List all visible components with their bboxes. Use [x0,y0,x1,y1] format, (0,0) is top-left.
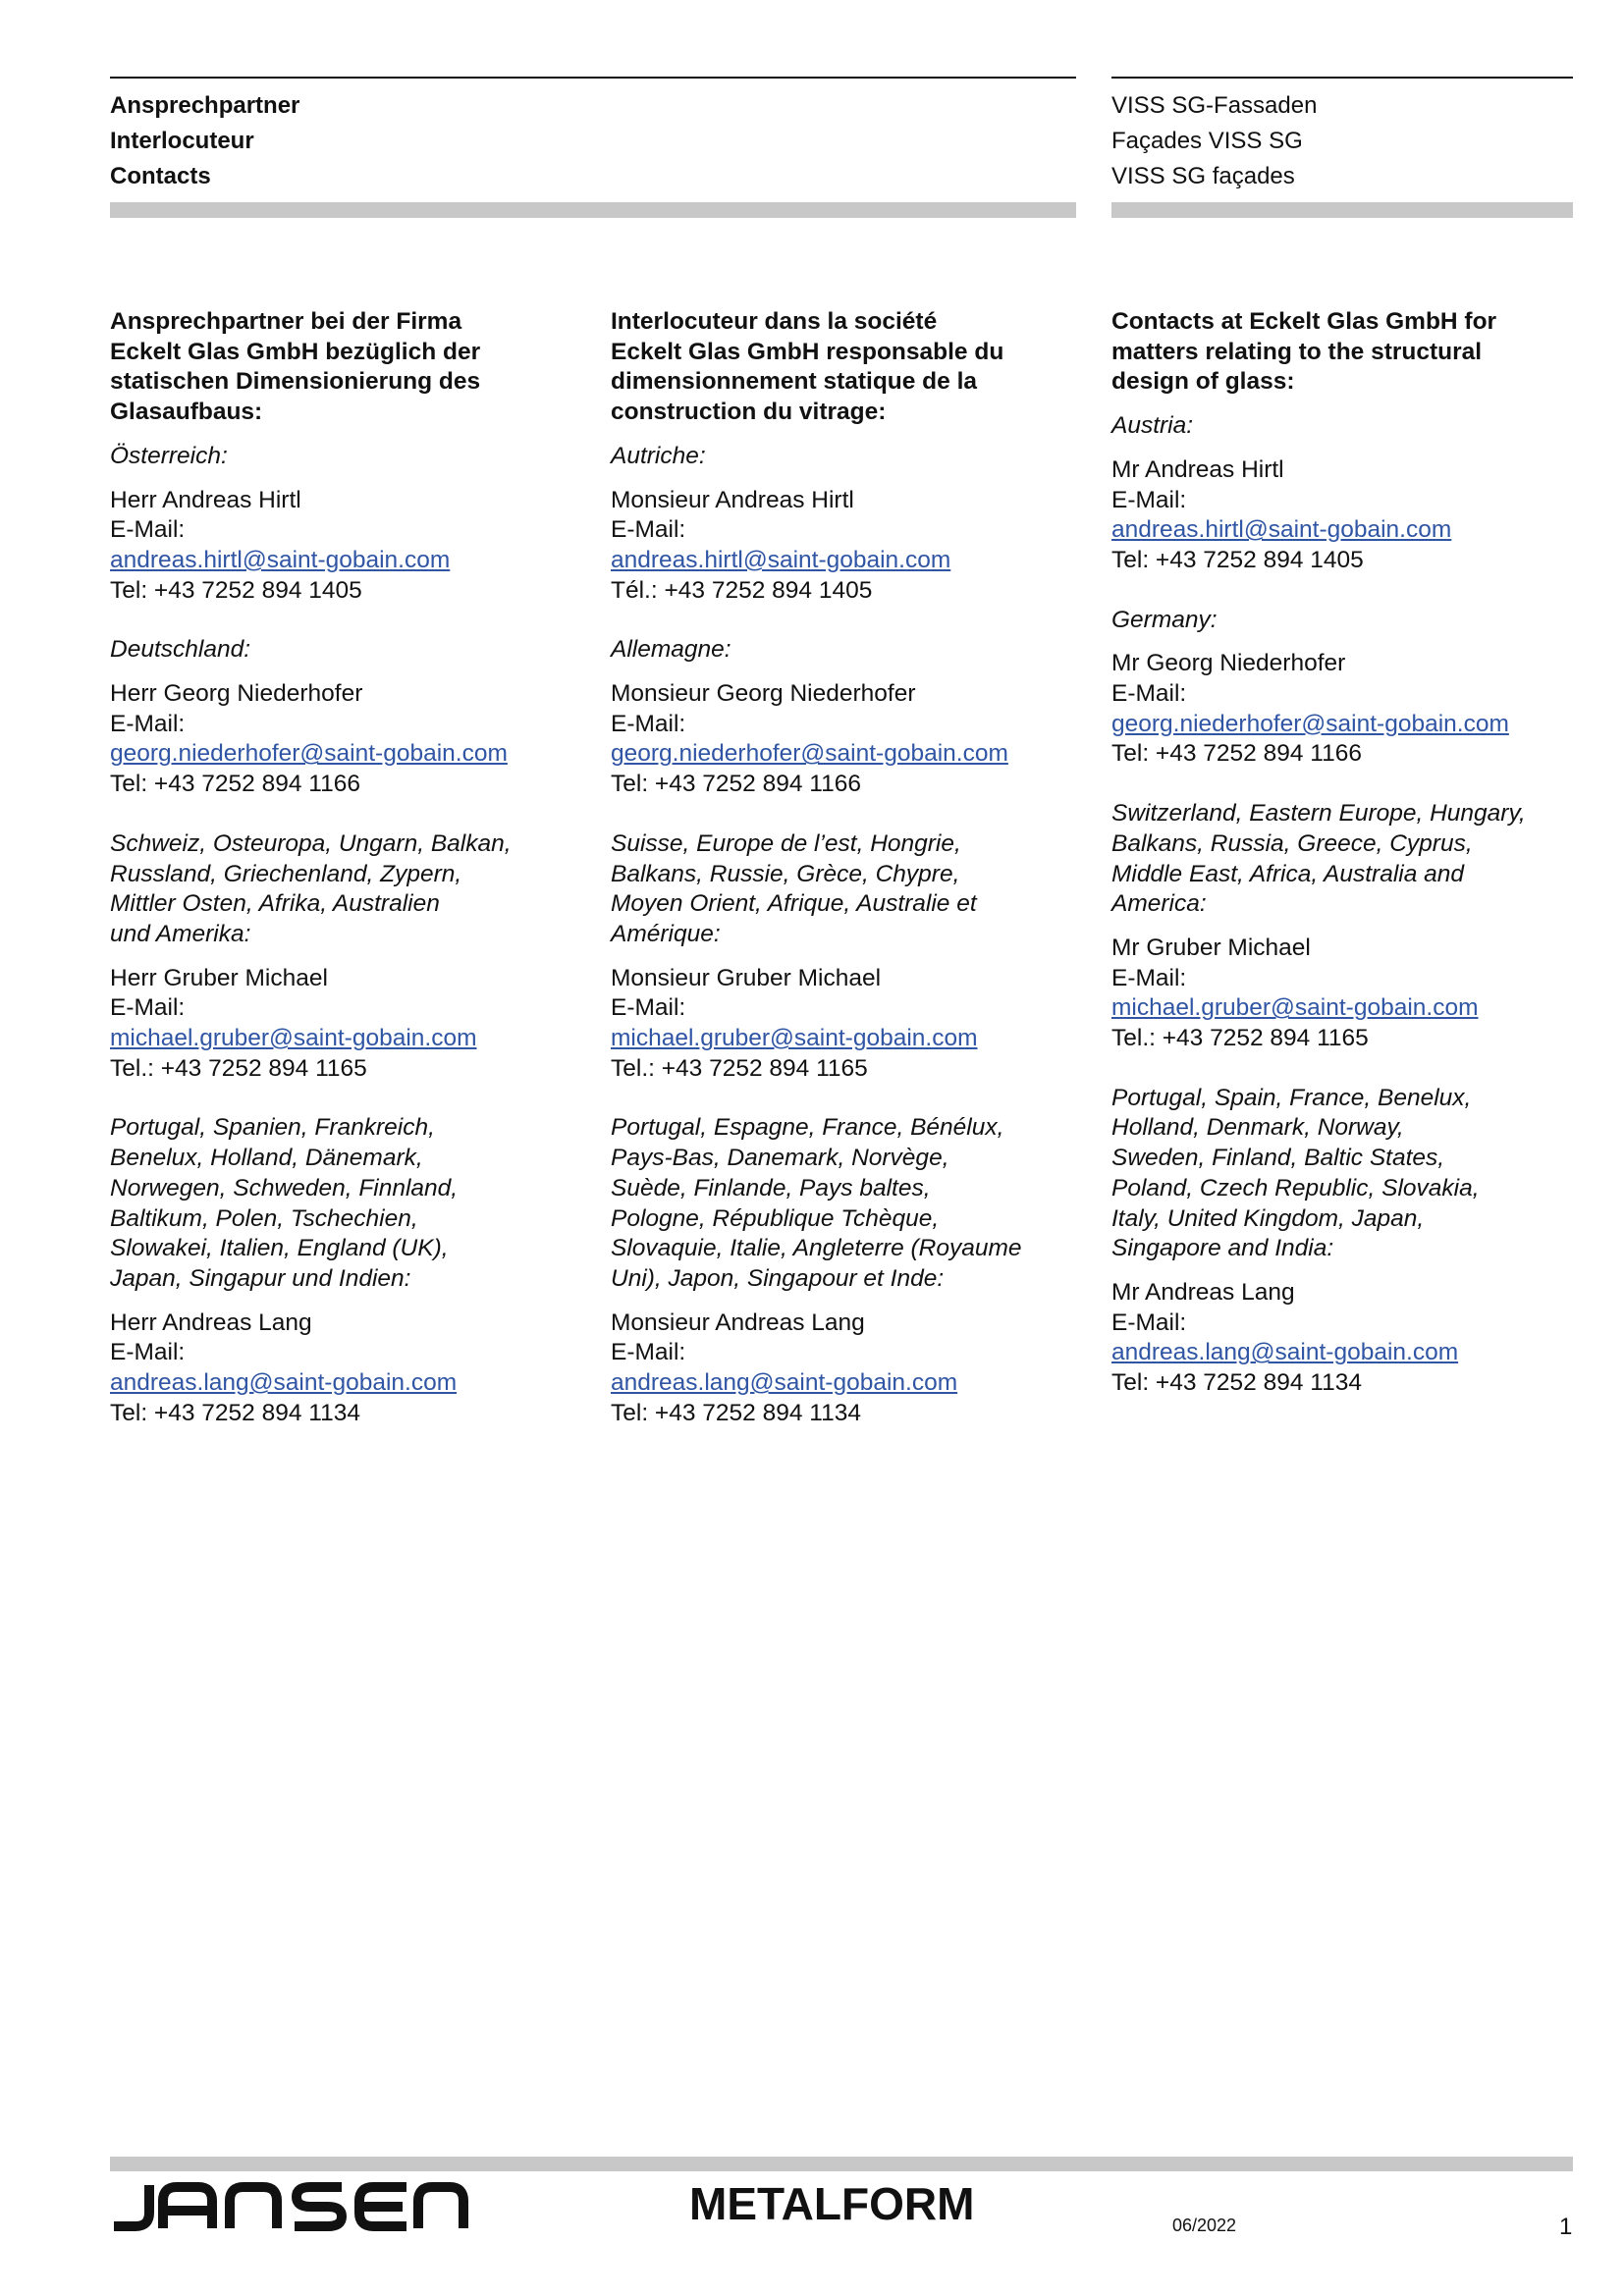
header-rule-right [1111,77,1573,79]
region-line: Portugal, Spanien, Frankreich, [110,1114,435,1142]
region-line: Norwegen, Schweden, Finnland, [110,1174,459,1201]
intro-line: matters relating to the structural [1111,338,1483,365]
contact-phone: Tel: +43 7252 894 1405 [110,576,362,604]
header-title-left [110,88,299,194]
region-heading [611,635,1072,666]
region-line: Suède, Finlande, Pays baltes, [611,1174,931,1201]
header-bar-right [1111,202,1573,218]
contact-name: Herr Andreas Lang [110,1308,312,1336]
email-link[interactable]: georg.niederhofer@saint-gobain.com [110,740,508,768]
contact-block [611,679,1072,800]
region-line: Portugal, Espagne, France, Bénélux, [611,1114,1004,1142]
contact-name: Herr Gruber Michael [110,964,328,991]
region-line: Amérique: [611,920,721,947]
intro-line: Eckelt Glas GmbH responsable du [611,338,1004,365]
region-line: Portugal, Spain, France, Benelux, [1111,1084,1472,1111]
region-heading [611,1113,1072,1294]
region-line: Germany: [1111,606,1218,633]
contact-name: Mr Gruber Michael [1111,934,1311,961]
contact-name: Mr Andreas Lang [1111,1278,1295,1306]
header-rule-left [110,77,1076,79]
region-line: Uni), Japon, Singapour et Inde: [611,1264,945,1292]
email-label: E-Mail: [611,1339,686,1366]
header-bar-left [110,202,1076,218]
region-line: Moyen Orient, Afrique, Australie et [611,890,977,918]
contact-phone: Tel.: +43 7252 894 1165 [110,1054,367,1082]
region-line: Balkans, Russie, Grèce, Chypre, [611,860,960,887]
email-link[interactable]: andreas.hirtl@saint-gobain.com [1111,516,1452,544]
email-label: E-Mail: [611,710,686,737]
contact-phone: Tel: +43 7252 894 1166 [110,771,360,798]
contact-block [611,486,1072,607]
region-heading [110,635,571,666]
region-heading [110,829,571,950]
email-link[interactable]: andreas.lang@saint-gobain.com [611,1369,958,1397]
intro-line: Eckelt Glas GmbH bezüglich der [110,338,481,365]
contact-phone: Tel: +43 7252 894 1134 [1111,1369,1362,1397]
contact-phone: Tel: +43 7252 894 1405 [1111,546,1364,573]
region-line: Allemagne: [611,636,731,664]
jansen-logo [110,2181,469,2232]
email-link[interactable]: michael.gruber@saint-gobain.com [1111,994,1479,1022]
region-heading [1111,606,1573,636]
header-title-right [1111,88,1317,194]
contact-name: Herr Andreas Hirtl [110,486,301,513]
contact-phone: Tél.: +43 7252 894 1405 [611,576,873,604]
contact-block [1111,455,1573,576]
region-heading [1111,1084,1573,1264]
column-english [1111,307,1573,1428]
intro-line: construction du vitrage: [611,399,887,426]
contact-block [1111,1278,1573,1399]
column-intro [110,307,571,428]
contact-name: Monsieur Gruber Michael [611,964,882,991]
column-german [110,307,571,1459]
region-line: Italy, United Kingdom, Japan, [1111,1204,1425,1232]
intro-line: Glasaufbaus: [110,399,263,426]
region-line: Balkans, Russia, Greece, Cyprus, [1111,829,1473,857]
email-link[interactable]: andreas.hirtl@saint-gobain.com [611,546,951,573]
header-title-line: Contacts [110,163,211,189]
region-line: Schweiz, Osteuropa, Ungarn, Balkan, [110,829,512,857]
footer-date: 06/2022 [1172,2216,1237,2235]
email-label: E-Mail: [110,516,186,544]
region-heading [611,442,1072,472]
region-line: Russland, Griechenland, Zypern, [110,860,462,887]
email-label: E-Mail: [110,994,186,1022]
header-product-line: VISS SG façades [1111,163,1295,189]
email-link[interactable]: andreas.lang@saint-gobain.com [110,1369,458,1397]
intro-line: Interlocuteur dans la société [611,308,938,335]
intro-line: Ansprechpartner bei der Firma [110,308,462,335]
column-french [611,307,1072,1459]
region-line: Singapore and India: [1111,1235,1334,1262]
metalform-logo: METALFORM [689,2178,975,2229]
email-label: E-Mail: [110,1339,186,1366]
region-line: Japan, Singapur und Indien: [110,1264,411,1292]
contact-phone: Tel: +43 7252 894 1134 [110,1399,360,1426]
region-line: Pays-Bas, Danemark, Norvège, [611,1145,949,1172]
contact-block [1111,649,1573,770]
contact-phone: Tel: +43 7252 894 1134 [611,1399,861,1426]
contact-name: Monsieur Georg Niederhofer [611,680,916,708]
email-label: E-Mail: [110,710,186,737]
region-line: America: [1111,890,1207,918]
email-label: E-Mail: [1111,680,1187,708]
contact-phone: Tel: +43 7252 894 1166 [1111,740,1362,768]
contact-phone: Tel.: +43 7252 894 1165 [1111,1025,1369,1052]
region-line: Benelux, Holland, Dänemark, [110,1145,423,1172]
region-heading [110,1113,571,1294]
contact-block [611,1308,1072,1429]
contact-phone: Tel.: +43 7252 894 1165 [611,1054,868,1082]
contact-block [611,964,1072,1085]
jansen-logo-text: JANSEN [110,2181,114,2182]
region-line: und Amerika: [110,920,251,947]
header-product-line: Façades VISS SG [1111,128,1303,154]
contact-block [110,679,571,800]
region-line: Middle East, Africa, Australia and [1111,860,1465,887]
email-label: E-Mail: [611,994,686,1022]
email-link[interactable]: georg.niederhofer@saint-gobain.com [611,740,1008,768]
region-line: Switzerland, Eastern Europe, Hungary, [1111,800,1526,828]
region-line: Suisse, Europe de l’est, Hongrie, [611,829,961,857]
page-number: 1 [1559,2214,1573,2240]
contact-block [110,486,571,607]
header-title-line: Interlocuteur [110,128,254,154]
header-title-line: Ansprechpartner [110,92,300,119]
column-intro [1111,307,1573,398]
contact-name: Monsieur Andreas Lang [611,1308,865,1336]
region-line: Pologne, République Tchèque, [611,1204,940,1232]
region-line: Baltikum, Polen, Tschechien, [110,1204,418,1232]
region-heading [1111,411,1573,442]
email-link[interactable]: georg.niederhofer@saint-gobain.com [1111,710,1509,737]
email-link[interactable]: michael.gruber@saint-gobain.com [110,1025,477,1052]
region-line: Österreich: [110,442,228,469]
email-label: E-Mail: [611,516,686,544]
region-line: Sweden, Finland, Baltic States, [1111,1145,1445,1172]
contact-block [110,1308,571,1429]
intro-line: design of glass: [1111,368,1295,396]
region-line: Poland, Czech Republic, Slovakia, [1111,1174,1480,1201]
region-line: Autriche: [611,442,706,469]
region-line: Slovaquie, Italie, Angleterre (Royaume [611,1235,1022,1262]
email-label: E-Mail: [1111,964,1187,991]
contact-name: Herr Georg Niederhofer [110,680,363,708]
email-label: E-Mail: [1111,1308,1187,1336]
region-line: Slowakei, Italien, England (UK), [110,1235,449,1262]
region-heading [1111,799,1573,920]
region-heading [611,829,1072,950]
region-line: Holland, Denmark, Norway, [1111,1114,1404,1142]
intro-line: Contacts at Eckelt Glas GmbH for [1111,308,1497,335]
email-label: E-Mail: [1111,486,1187,513]
region-line: Mittler Osten, Afrika, Australien [110,890,440,918]
contact-phone: Tel: +43 7252 894 1166 [611,771,861,798]
email-link[interactable]: andreas.hirtl@saint-gobain.com [110,546,451,573]
contact-name: Monsieur Andreas Hirtl [611,486,854,513]
contact-name: Mr Andreas Hirtl [1111,455,1284,483]
contact-block [110,964,571,1085]
intro-line: dimensionnement statique de la [611,368,978,396]
intro-line: statischen Dimensionierung des [110,368,481,396]
email-link[interactable]: andreas.lang@saint-gobain.com [1111,1339,1459,1366]
header-product-line: VISS SG-Fassaden [1111,92,1318,119]
contact-block [1111,934,1573,1054]
contact-name: Mr Georg Niederhofer [1111,650,1346,677]
email-link[interactable]: michael.gruber@saint-gobain.com [611,1025,978,1052]
column-intro [611,307,1072,428]
footer-bar [110,2157,1573,2171]
region-heading [110,442,571,472]
region-line: Deutschland: [110,636,251,664]
region-line: Austria: [1111,412,1194,440]
